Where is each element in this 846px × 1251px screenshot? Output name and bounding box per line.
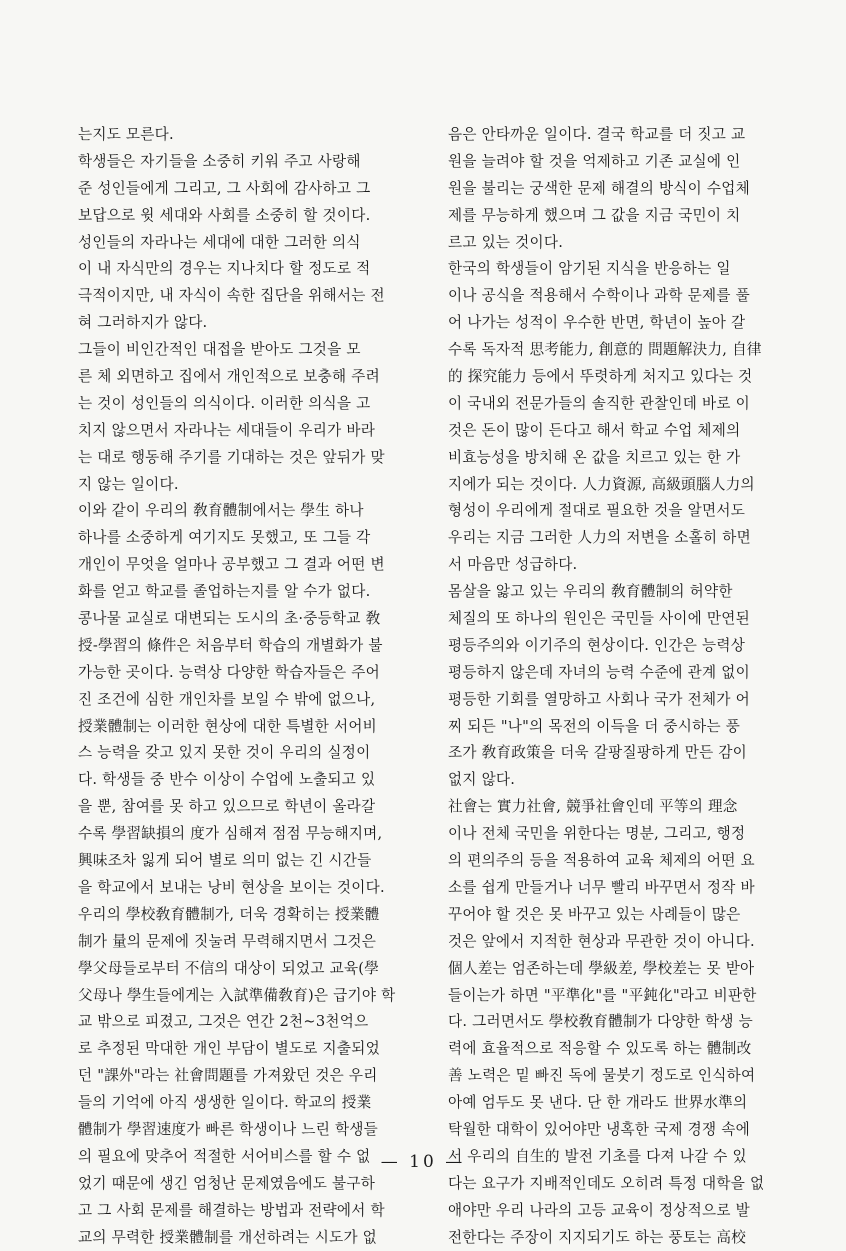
text-line: 평등주의와 이기주의 현상이다. 인간은 능력상: [448, 636, 746, 654]
text-line: 지 않는 일이다.: [78, 475, 179, 493]
text-line: 성인들의 자라나는 세대에 대한 그러한 의식: [78, 233, 361, 251]
text-line: 이나 공식을 적용해서 수학이나 과학 문제를 풀: [448, 287, 750, 305]
text-line: 興味조차 잃게 되어 별로 의미 없는 긴 시간들: [78, 852, 372, 870]
text-line: 고 그 사회 문제를 해결하는 방법과 전략에서 학: [78, 1201, 385, 1219]
text-line: 는 것이 성인들의 의식이다. 이러한 의식을 고: [78, 394, 371, 412]
text-line: 의 필요에 맞추어 적절한 서어비스를 할 수 없: [78, 1147, 371, 1165]
text-line: 들의 기억에 아직 생생한 일이다. 학교의 授業: [78, 1094, 372, 1112]
text-line: 교의 무력한 授業體制를 개선하려는 시도가 없: [78, 1228, 378, 1246]
text-line: 한국의 학생들이 암기된 지식을 반응하는 일: [448, 260, 731, 278]
text-line: 善 노력은 밑 빠진 독에 물붓기 정도로 인식하여: [448, 1067, 756, 1085]
text-line: 보답으로 윗 세대와 사회를 소중히 할 것이다.: [78, 206, 371, 224]
text-line: 이와 같이 우리의 敎育體制에서는 學生 하나: [78, 502, 364, 520]
text-line: 로 추정된 막대한 개인 부담이 별도로 지출되었: [78, 1040, 380, 1058]
text-line: 스 능력을 갖고 있지 못한 것이 우리의 실정이: [78, 744, 371, 762]
text-line: 교 밖으로 피졌고, 그것은 연간 2천∼3천억으: [78, 1013, 369, 1031]
text-line: 의 편의주의 등을 적용하여 교육 체제의 어떤 요: [448, 852, 755, 870]
text-line: 社會는 實力社會, 競爭社會인데 平等의 理念: [448, 798, 738, 816]
text-line: 授業體制는 이러한 현상에 대한 특별한 서어비: [78, 717, 378, 735]
text-line: 들이는가 하면 "平準化"를 "平鈍化"라고 비판한: [448, 986, 757, 1004]
text-line: 화를 얻고 학교를 졸업하는지를 알 수가 없다.: [78, 583, 371, 601]
text-line: 력에 효율적으로 적응할 수 있도록 하는 體制改: [448, 1040, 752, 1058]
left-text-column: [78, 122, 422, 1251]
text-line: 아예 엄두도 못 낸다. 단 한 개라도 世界水準의: [448, 1094, 748, 1112]
text-line: 이나 전체 국민을 위한다는 명분, 그리고, 행정: [448, 825, 746, 843]
text-line: 個人差는 엄존하는데 學級差, 學校差는 못 받아: [448, 959, 755, 977]
text-line: 體制가 學習速度가 빠른 학생이나 느린 학생들: [78, 1120, 379, 1138]
text-line: 르고 있는 것이다.: [448, 233, 564, 251]
text-line: 탁월한 대학이 있어야만 냉혹한 국제 경쟁 속에: [448, 1120, 750, 1138]
text-line: 비효능성을 방치해 온 값을 치르고 있는 한 가: [448, 448, 741, 466]
text-line: 서 우리의 自生的 발전 기초를 다져 나갈 수 있: [448, 1147, 747, 1165]
page-number: — 10 —: [380, 1152, 466, 1172]
text-line: 없지 않다.: [448, 771, 516, 789]
text-line: 애야만 우리 나라의 고등 교육이 정상적으로 발: [448, 1201, 750, 1219]
text-line: 것은 돈이 많이 든다고 해서 학교 수업 체제의: [448, 421, 741, 439]
text-line: 지에가 되는 것이다. 人力資源, 高級頭腦人力의: [448, 475, 755, 493]
text-line: 른 체 외면하고 집에서 개인적으로 보충해 주려: [78, 368, 380, 386]
text-line: 진 조건에 심한 개인차를 보일 수 밖에 없으나,: [78, 690, 376, 708]
text-line: 的 探究能力 등에서 뚜렷하게 처지고 있다는 것: [448, 368, 753, 386]
text-line: 수록 學習缺損의 度가 심해져 점점 무능해지며,: [78, 825, 383, 843]
text-line: 그들이 비인간적인 대접을 받아도 그것을 모: [78, 341, 361, 359]
text-line: 학생들은 자기들을 소중히 키워 주고 사랑해: [78, 152, 361, 170]
text-line: 전한다는 주장이 지지되기도 하는 풍토는 高校: [448, 1228, 747, 1246]
text-line: 었기 때문에 생긴 엄청난 문제였음에도 불구하: [78, 1174, 376, 1192]
text-line: 는 대로 행동해 주기를 기대하는 것은 앞뒤가 맞: [78, 448, 385, 466]
text-line: 제를 무능하게 했으며 그 값을 지금 국민이 치: [448, 206, 741, 224]
text-line: 원을 불리는 궁색한 문제 해결의 방식이 수업체: [448, 179, 750, 197]
text-line: 수록 독자적 思考能力, 創意的 問題解決力, 自律: [448, 341, 762, 359]
text-line: 다는 요구가 지배적인데도 오히려 특정 대학을 없: [448, 1174, 765, 1192]
text-line: 평등하지 않은데 자녀의 능력 수준에 관계 없이: [448, 663, 750, 681]
text-line: 찌 되든 "나"의 목전의 이득을 더 중시하는 풍: [448, 717, 741, 735]
text-line: 이 내 자식만의 경우는 지나치다 할 정도로 적: [78, 260, 371, 278]
text-line: 몸살을 앓고 있는 우리의 敎育體制의 허약한: [448, 583, 733, 601]
text-line: 다. 학생들 중 반수 이상이 수업에 노출되고 있: [78, 771, 376, 789]
text-line: 을 뿐, 참여를 못 하고 있으므로 학년이 올라갈: [78, 798, 376, 816]
text-line: 치지 않으면서 자라나는 세대들이 우리가 바라: [78, 421, 376, 439]
text-line: 가능한 곳이다. 능력상 다양한 학습자들은 주어: [78, 663, 380, 681]
text-line: 혀 그러하지가 않다.: [78, 314, 208, 332]
text-line: 다. 그러면서도 學校敎育體制가 다양한 학생 능: [448, 1013, 753, 1031]
text-line: 우리는 지금 그러한 人力의 저변을 소홀히 하면: [448, 529, 751, 547]
text-line: 소를 쉽게 만들거나 너무 빨리 바꾸면서 정작 바: [448, 878, 755, 896]
text-line: 어 나가는 성적이 우수한 반면, 학년이 높아 갈: [448, 314, 746, 332]
text-line: 준 성인들에게 그리고, 그 사회에 감사하고 그: [78, 179, 371, 197]
text-line: 던 "課外"라는 社會問題를 가져왔던 것은 우리: [78, 1067, 378, 1085]
text-line: 평등한 기회를 열망하고 사회나 국가 전체가 어: [448, 690, 750, 708]
text-line: 조가 敎育政策을 더욱 갈팡질팡하게 만든 감이: [448, 744, 748, 762]
text-line: 는지도 모른다.: [78, 126, 174, 143]
text-line: 이 국내외 전문가들의 솔직한 관찰인데 바로 이: [448, 394, 750, 412]
text-line: 개인이 무엇을 얼마나 공부했고 그 결과 어떤 변: [78, 556, 385, 574]
text-line: 을 학교에서 보내는 낭비 현상을 보이는 것이다.: [78, 878, 385, 896]
text-line: 원을 늘려야 할 것을 억제하고 기존 교실에 인: [448, 152, 741, 170]
text-line: 우리의 學校敎育體制가, 더욱 경확히는 授業體: [78, 905, 380, 923]
right-text-column: [448, 122, 794, 1251]
text-line: 체질의 또 하나의 원인은 국민들 사이에 만연된: [448, 610, 750, 628]
text-line: 꾸어야 할 것은 못 바꾸고 있는 사례들이 많은: [448, 905, 741, 923]
text-line: 父母나 學生들에게는 入試準備敎育)은 급기야 학: [78, 986, 396, 1004]
text-line: 서 마음만 성급하다.: [448, 556, 578, 574]
text-line: 음은 안타까운 일이다. 결국 학교를 더 짓고 교: [448, 126, 746, 143]
text-line: 하나를 소중하게 여기지도 못했고, 또 그들 각: [78, 529, 371, 547]
text-line: 制가 量의 문제에 짓눌려 무력해지면서 그것은: [78, 932, 377, 950]
text-line: 學父母들로부터 不信의 대상이 되었고 교육(學: [78, 959, 380, 977]
text-line: 형성이 우리에게 절대로 필요한 것을 알면서도: [448, 502, 746, 520]
text-line: 것은 앞에서 지적한 현상과 무관한 것이 아니다.: [448, 932, 755, 950]
text-line: 授-學習의 條件은 처음부터 학습의 개별화가 불: [78, 636, 383, 654]
text-line: 극적이지만, 내 자식이 속한 집단을 위해서는 전: [78, 287, 385, 305]
text-line: 콩나물 교실로 대변되는 도시의 초·중등학교 敎: [78, 610, 381, 628]
